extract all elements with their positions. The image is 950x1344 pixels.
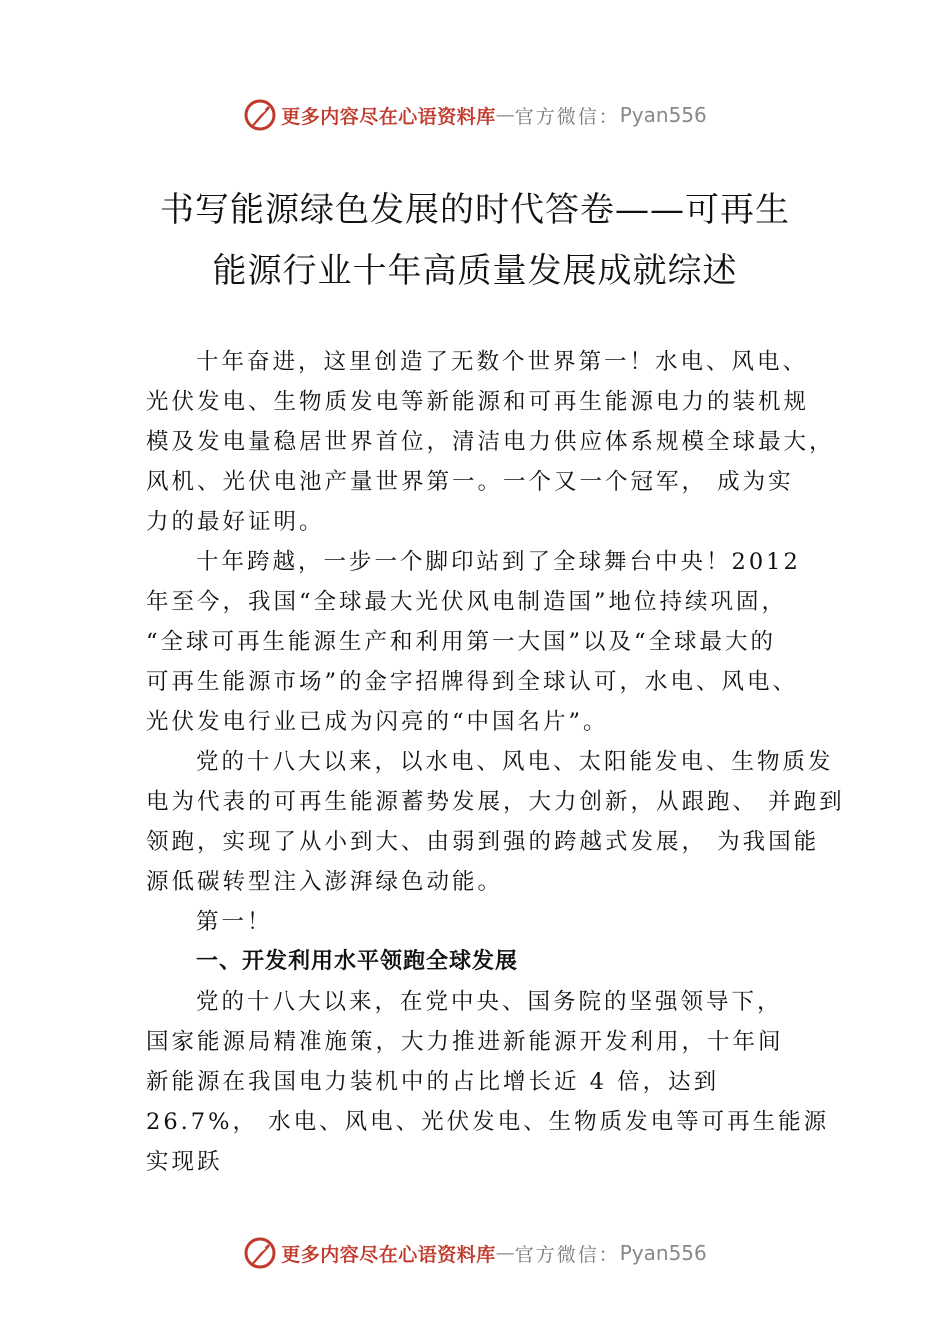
body-line: 党的十八大以来，以水电、风电、太阳能发电、生物质发 bbox=[196, 749, 834, 775]
title-line-2: 能源行业十年高质量发展成就综述 bbox=[212, 251, 738, 291]
body-line: 十年跨越，一步一个脚印站到了全球舞台中央！2012 bbox=[196, 549, 801, 575]
body-line: 国家能源局精准施策，大力推进新能源开发利用，十年间 bbox=[146, 1029, 784, 1055]
body-line: 十年奋进，这里创造了无数个世界第一！水电、风电、 bbox=[196, 349, 809, 375]
body-line: 可再生能源市场”的金字招牌得到全球认可，水电、风电、 bbox=[146, 669, 799, 695]
watermark-main-text: 更多内容尽在心语资料库 bbox=[281, 105, 496, 128]
body-line: 26.7%， 水电、风电、光伏发电、生物质发电等可再生能源 bbox=[146, 1109, 830, 1135]
body-line: 力的最好证明。 bbox=[146, 509, 325, 535]
watermark-separator: — bbox=[495, 104, 515, 126]
body-line: 第一！ bbox=[196, 909, 273, 935]
quill-pen-logo-icon bbox=[243, 1236, 277, 1270]
body-line: 源低碳转型注入澎湃绿色动能。 bbox=[146, 869, 504, 895]
document-body bbox=[146, 342, 846, 1182]
footer-watermark bbox=[0, 1231, 950, 1275]
watermark-separator: — bbox=[495, 1242, 515, 1264]
watermark-main-text: 更多内容尽在心语资料库 bbox=[281, 1243, 496, 1266]
section-heading: 一、开发利用水平领跑全球发展 bbox=[196, 949, 519, 974]
watermark-wechat-label: 官方微信： bbox=[514, 105, 620, 128]
body-line: 光伏发电、生物质发电等新能源和可再生能源电力的装机规 bbox=[146, 389, 810, 415]
body-line: 模及发电量稳居世界首位，清洁电力供应体系规模全球最大， bbox=[146, 429, 835, 455]
body-line: 电为代表的可再生能源蓄势发展，大力创新，从跟跑、 并跑到 bbox=[146, 789, 845, 815]
document-title bbox=[0, 180, 950, 302]
quill-pen-logo-icon bbox=[243, 98, 277, 132]
body-line: “全球可再生能源生产和利用第一大国”以及“全球最大的 bbox=[146, 629, 777, 655]
body-line: 光伏发电行业已成为闪亮的“中国名片”。 bbox=[146, 709, 609, 735]
watermark-wechat-id: Pyan556 bbox=[619, 103, 707, 127]
watermark-wechat-id: Pyan556 bbox=[619, 1241, 707, 1265]
body-line: 党的十八大以来，在党中央、国务院的坚强领导下， bbox=[196, 989, 783, 1015]
body-line: 新能源在我国电力装机中的占比增长近 4 倍，达到 bbox=[146, 1069, 720, 1095]
body-line: 年至今，我国“全球最大光伏风电制造国”地位持续巩固， bbox=[146, 589, 788, 615]
body-line: 风机、光伏电池产量世界第一。一个又一个冠军， 成为实 bbox=[146, 469, 794, 495]
title-line-1: 书写能源绿色发展的时代答卷——可再生 bbox=[160, 190, 790, 230]
body-line: 领跑，实现了从小到大、由弱到强的跨越式发展， 为我国能 bbox=[146, 829, 820, 855]
watermark-wechat-label: 官方微信： bbox=[514, 1243, 620, 1266]
header-watermark bbox=[0, 93, 950, 137]
body-line: 实现跃 bbox=[146, 1149, 223, 1175]
